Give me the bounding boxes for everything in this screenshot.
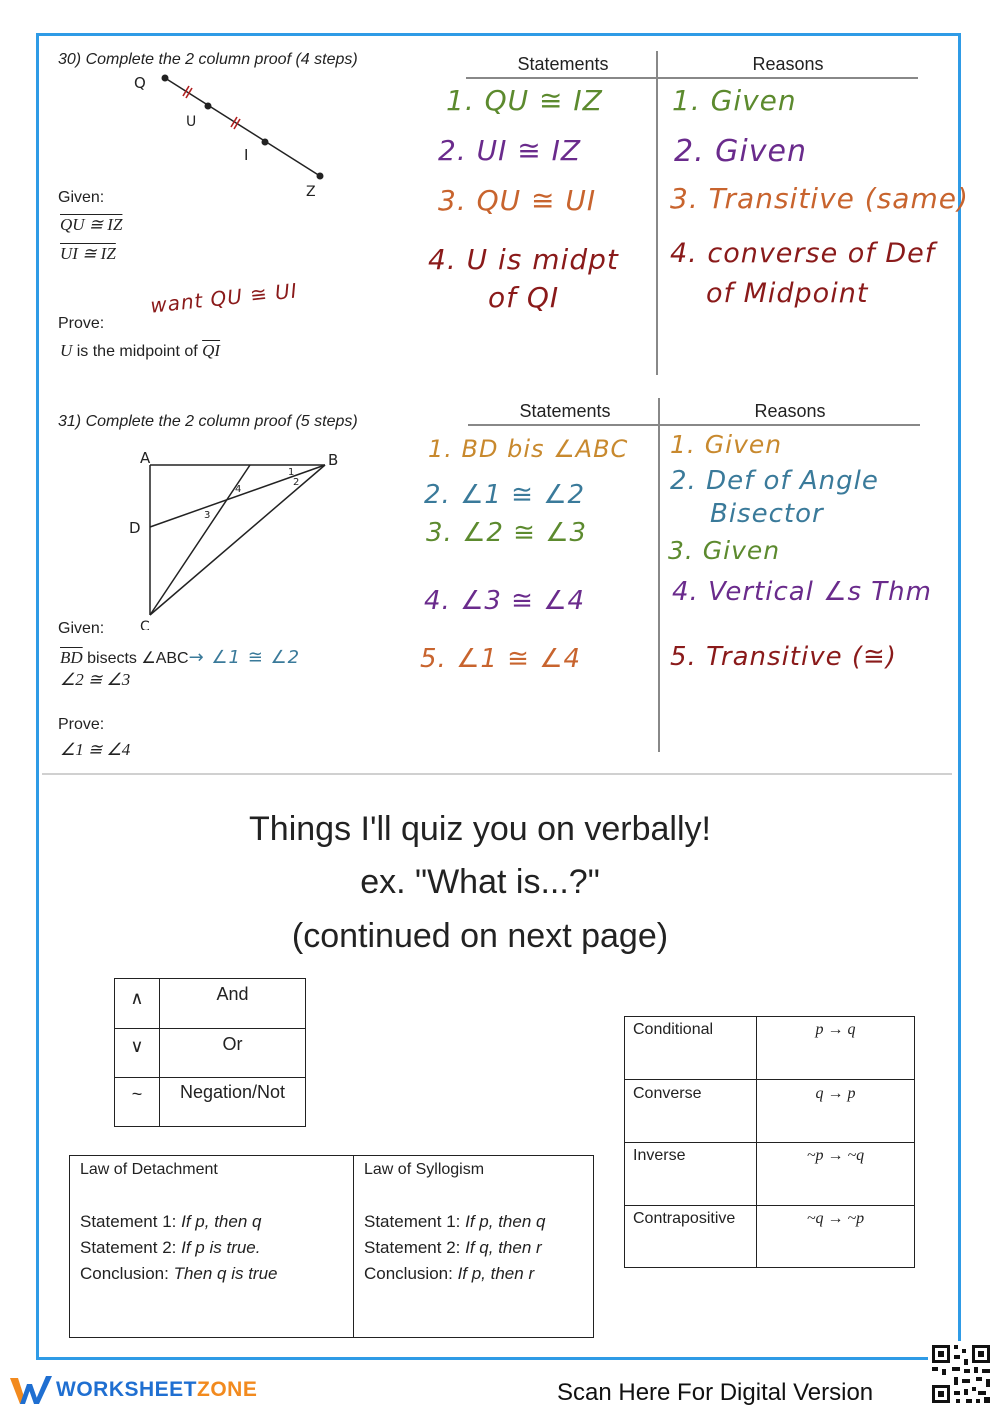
law-syllogism-body: Statement 1: If p, then q Statement 2: If q, then r Conclusion: If p, then r bbox=[364, 1212, 546, 1283]
quiz-heading-line-2: ex. "What is...?" bbox=[360, 863, 600, 901]
conditionals-table bbox=[624, 1016, 915, 1268]
problem-31-title: 31) Complete the 2 column proof (5 steps) bbox=[58, 413, 358, 430]
converse-form: q → p bbox=[815, 1085, 856, 1102]
problem-30-given-2: UI ≅ IZ bbox=[60, 244, 116, 263]
problem-31-statements-header: Statements bbox=[519, 401, 611, 421]
problem-30-prove-label: Prove: bbox=[58, 315, 105, 332]
problem-30-title: 30) Complete the 2 column proof (4 steps) bbox=[58, 51, 358, 68]
p31-statement-1: 1. BD bis ∠ABC bbox=[428, 435, 629, 463]
p30-statement-4: 4. U is midpt bbox=[428, 243, 619, 276]
label-b: B bbox=[328, 451, 339, 469]
logo-w-icon bbox=[10, 1376, 52, 1406]
problem-30-given-label: Given: bbox=[58, 189, 105, 206]
p30-statement-4-cont: of QI bbox=[488, 281, 560, 314]
p31-statement-3: 3. ∠2 ≅ ∠3 bbox=[426, 518, 588, 548]
meaning-or: Or bbox=[222, 1034, 243, 1054]
p30-reason-1: 1. Given bbox=[672, 84, 797, 117]
inverse-name: Inverse bbox=[633, 1147, 686, 1164]
label-a: A bbox=[140, 449, 151, 467]
problem-30-tchart-vline bbox=[656, 51, 658, 375]
symbol-or: ∨ bbox=[130, 1036, 144, 1056]
conditional-name: Conditional bbox=[633, 1021, 714, 1038]
inverse-form: ~p → ~q bbox=[806, 1147, 865, 1164]
problem-30-statements-header: Statements bbox=[517, 54, 609, 74]
qr-code-icon[interactable] bbox=[928, 1341, 994, 1407]
angle-label-3: 3 bbox=[204, 510, 211, 521]
label-i: I bbox=[244, 146, 249, 164]
p31-reason-1: 1. Given bbox=[670, 430, 783, 459]
symbols-table bbox=[114, 978, 306, 1127]
problem-31-given-label: Given: bbox=[58, 620, 105, 637]
problem-31-given-1: $\overline{BD}$ bisects ∠ABC→ ∠1 ≅ ∠2 bbox=[60, 647, 301, 668]
p30-statement-3: 3. QU ≅ UI bbox=[438, 184, 597, 217]
logo-text: WORKSHEETZONE bbox=[56, 1378, 258, 1401]
converse-name: Converse bbox=[633, 1085, 702, 1102]
point-i bbox=[262, 139, 269, 146]
p30-reason-3: 3. Transitive (same) bbox=[670, 182, 969, 215]
p30-statement-2: 2. UI ≅ IZ bbox=[438, 134, 582, 167]
angle-label-2: 2 bbox=[293, 477, 300, 488]
contrapositive-name: Contrapositive bbox=[633, 1210, 736, 1227]
p31-reason-3: 3. Given bbox=[668, 536, 781, 565]
label-u: U bbox=[186, 114, 197, 130]
p31-statement-5: 5. ∠1 ≅ ∠4 bbox=[420, 644, 582, 674]
problem-30-want-note: want QU ≅ UI bbox=[149, 278, 299, 318]
problem-31-triangle-diagram bbox=[120, 445, 360, 630]
quiz-heading-line-1: Things I'll quiz you on verbally! bbox=[249, 810, 711, 848]
problem-30-segment-diagram bbox=[120, 68, 350, 198]
label-q: Q bbox=[134, 74, 146, 92]
label-d: D bbox=[129, 519, 141, 537]
angle-label-1: 1 bbox=[288, 467, 295, 478]
problem-30-tchart-hline bbox=[466, 77, 918, 79]
problem-30-prove-statement: U is the midpoint of $\overline{QI}$ bbox=[60, 341, 221, 360]
law-detachment-body: Statement 1: If p, then q Statement 2: If p is true. Conclusion: Then q is true bbox=[80, 1212, 278, 1283]
section-divider bbox=[42, 773, 952, 775]
point-z bbox=[317, 173, 324, 180]
symbol-and: ∧ bbox=[130, 988, 144, 1008]
laws-table bbox=[69, 1155, 594, 1338]
quiz-heading-line-3: (continued on next page) bbox=[291, 917, 669, 955]
problem-31-given-note: → ∠1 ≅ ∠2 bbox=[188, 647, 301, 668]
problem-31-prove-label: Prove: bbox=[58, 716, 105, 733]
p31-reason-2-cont: Bisector bbox=[710, 499, 824, 529]
meaning-not: Negation/Not bbox=[179, 1082, 286, 1102]
problem-31-tchart-vline bbox=[658, 398, 660, 752]
problem-31-prove: ∠1 ≅ ∠4 bbox=[60, 740, 131, 759]
p30-reason-4: 4. converse of Def bbox=[670, 238, 936, 269]
label-z: Z bbox=[306, 184, 316, 198]
scan-here-text: Scan Here For Digital Version bbox=[557, 1379, 874, 1406]
angle-label-4: 4 bbox=[235, 484, 242, 495]
p31-reason-4: 4. Vertical ∠s Thm bbox=[672, 577, 932, 607]
p31-reason-2: 2. Def of Angle bbox=[670, 466, 879, 496]
problem-31-given-2: ∠2 ≅ ∠3 bbox=[60, 670, 131, 689]
label-c: C bbox=[140, 619, 150, 630]
point-q bbox=[162, 75, 169, 82]
p30-reason-4-cont: of Midpoint bbox=[706, 278, 869, 309]
problem-30-reasons-header: Reasons bbox=[752, 54, 824, 74]
meaning-and: And bbox=[216, 984, 249, 1004]
problem-30-given-1: QU ≅ IZ bbox=[60, 215, 123, 234]
p31-statement-4: 4. ∠3 ≅ ∠4 bbox=[424, 586, 586, 616]
point-u bbox=[205, 103, 212, 110]
law-syllogism-title: Law of Syllogism bbox=[364, 1161, 485, 1178]
conditional-form: p → q bbox=[815, 1021, 856, 1038]
p31-statement-2: 2. ∠1 ≅ ∠2 bbox=[424, 480, 586, 510]
law-detachment-title: Law of Detachment bbox=[80, 1161, 218, 1178]
p30-statement-1: 1. QU ≅ IZ bbox=[446, 84, 603, 117]
worksheet-zone-logo[interactable] bbox=[10, 1374, 270, 1408]
symbol-not: ~ bbox=[131, 1084, 143, 1104]
p31-reason-5: 5. Transitive (≅) bbox=[670, 642, 897, 672]
problem-31-reasons-header: Reasons bbox=[754, 401, 826, 421]
p30-reason-2: 2. Given bbox=[674, 134, 807, 169]
problem-31-tchart-hline bbox=[468, 424, 920, 426]
contrapositive-form: ~q → ~p bbox=[806, 1210, 865, 1227]
